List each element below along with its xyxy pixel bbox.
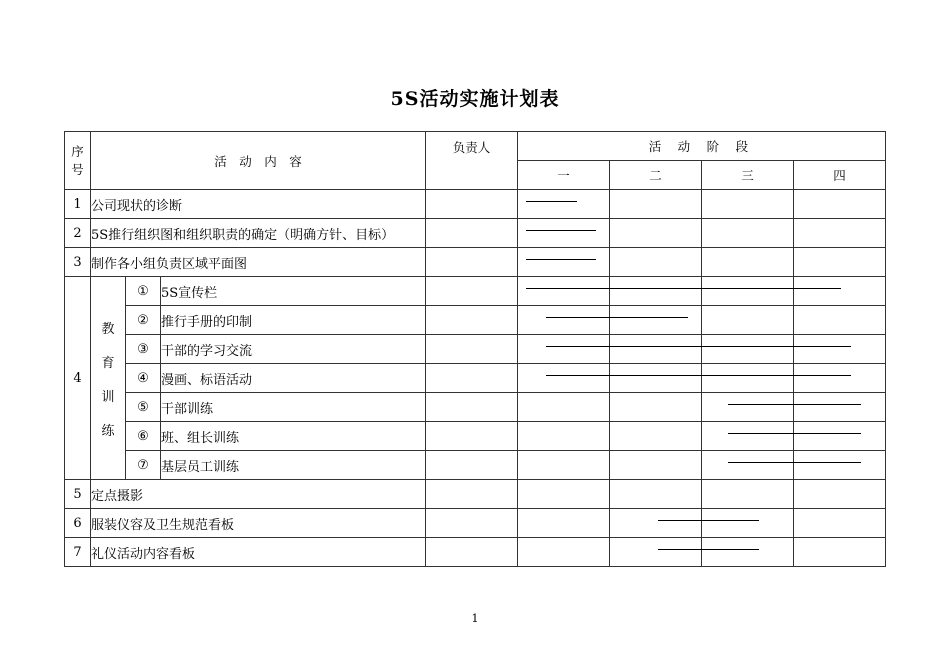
phase-cell <box>610 190 702 219</box>
sub-item-mark: ④ <box>126 364 161 393</box>
owner-cell <box>426 451 518 480</box>
page-number: 1 <box>471 612 479 625</box>
sub-item-content: 干部训练 <box>161 393 426 422</box>
phase-cell <box>794 480 886 509</box>
phase-cell <box>794 219 886 248</box>
phase-cell <box>518 451 610 480</box>
phase-cell <box>518 480 610 509</box>
owner-cell <box>426 306 518 335</box>
phase-cell <box>794 364 886 393</box>
group-label-char: 训 <box>101 389 115 405</box>
table-row <box>65 451 886 480</box>
table-row <box>65 277 886 306</box>
table-row <box>65 480 886 509</box>
phase-1: 一 <box>518 161 610 190</box>
phase-cell <box>610 538 702 567</box>
sub-item-mark: ⑦ <box>126 451 161 480</box>
phase-cell <box>518 393 610 422</box>
phase-cell <box>518 219 610 248</box>
phase-cell <box>518 277 610 306</box>
table-row <box>65 509 886 538</box>
row-no: 3 <box>65 248 91 277</box>
phase-cell <box>702 190 794 219</box>
row-no: 5 <box>65 480 91 509</box>
row-no: 4 <box>65 277 91 480</box>
phase-cell <box>794 393 886 422</box>
owner-cell <box>426 422 518 451</box>
phase-cell <box>794 509 886 538</box>
table-row <box>65 422 886 451</box>
phase-cell <box>518 248 610 277</box>
phase-cell <box>702 538 794 567</box>
owner-cell <box>426 219 518 248</box>
owner-cell <box>426 509 518 538</box>
phase-cell <box>610 219 702 248</box>
owner-cell <box>426 335 518 364</box>
phase-4: 四 <box>794 161 886 190</box>
sub-item-content: 漫画、标语活动 <box>161 364 426 393</box>
table-row <box>65 306 886 335</box>
phase-cell <box>702 422 794 451</box>
phase-cell <box>518 335 610 364</box>
sub-item-mark: ⑤ <box>126 393 161 422</box>
schedule-bar <box>526 201 577 202</box>
phase-cell <box>702 277 794 306</box>
page-title: 5S活动实施计划表 <box>390 88 560 110</box>
phase-cell <box>702 451 794 480</box>
owner-cell <box>426 248 518 277</box>
phase-cell <box>610 422 702 451</box>
phase-cell <box>610 364 702 393</box>
phase-cell <box>702 509 794 538</box>
table-row <box>65 335 886 364</box>
phase-cell <box>794 422 886 451</box>
sub-item-mark: ⑥ <box>126 422 161 451</box>
row-content: 服装仪容及卫生规范看板 <box>91 509 426 538</box>
phase-cell <box>794 335 886 364</box>
phase-cell <box>794 538 886 567</box>
sub-item-content: 推行手册的印制 <box>161 306 426 335</box>
phase-cell <box>702 306 794 335</box>
row-content: 公司现状的诊断 <box>91 190 426 219</box>
phase-cell <box>794 451 886 480</box>
row-content: 礼仪活动内容看板 <box>91 538 426 567</box>
owner-cell <box>426 364 518 393</box>
row-no: 7 <box>65 538 91 567</box>
phase-cell <box>794 277 886 306</box>
phase-cell <box>518 364 610 393</box>
row-no: 2 <box>65 219 91 248</box>
table-row <box>65 248 886 277</box>
row-content: 制作各小组负责区域平面图 <box>91 248 426 277</box>
phase-cell <box>702 393 794 422</box>
row-content: 5S推行组织图和组织职责的确定（明确方针、目标） <box>91 219 426 248</box>
group-label-text <box>91 318 125 439</box>
phase-cell <box>794 306 886 335</box>
schedule-bar <box>526 259 596 260</box>
phase-cell <box>518 306 610 335</box>
header-content: 活 动 内 容 <box>91 132 426 190</box>
owner-cell <box>426 277 518 306</box>
header-phase: 活 动 阶 段 <box>518 132 886 161</box>
phase-cell <box>518 538 610 567</box>
group-label-char: 练 <box>101 423 115 439</box>
sub-item-mark: ① <box>126 277 161 306</box>
header-no-cell <box>65 132 91 190</box>
group-label-char: 育 <box>101 355 115 371</box>
phase-cell <box>794 190 886 219</box>
row-content: 定点摄影 <box>91 480 426 509</box>
table-row <box>65 538 886 567</box>
phase-2: 二 <box>610 161 702 190</box>
phase-cell <box>702 219 794 248</box>
plan-table <box>64 131 886 567</box>
schedule-bar <box>526 230 596 231</box>
phase-cell <box>610 277 702 306</box>
owner-cell <box>426 190 518 219</box>
phase-cell <box>610 509 702 538</box>
phase-cell <box>702 364 794 393</box>
owner-cell <box>426 538 518 567</box>
table-row <box>65 219 886 248</box>
phase-cell <box>518 190 610 219</box>
phase-cell <box>794 248 886 277</box>
phase-cell <box>610 248 702 277</box>
sub-item-mark: ② <box>126 306 161 335</box>
group-label-char: 教 <box>101 321 115 337</box>
phase-cell <box>610 451 702 480</box>
table-row <box>65 190 886 219</box>
table-row <box>65 364 886 393</box>
header-no: 序号 <box>71 143 84 177</box>
sub-item-content: 5S宣传栏 <box>161 277 426 306</box>
header-row <box>65 132 886 161</box>
group-label <box>91 277 126 480</box>
owner-cell <box>426 393 518 422</box>
table-row <box>65 393 886 422</box>
header-owner: 负责人 <box>426 132 518 190</box>
owner-cell <box>426 480 518 509</box>
phase-cell <box>702 335 794 364</box>
row-no: 1 <box>65 190 91 219</box>
sub-item-mark: ③ <box>126 335 161 364</box>
phase-cell <box>702 248 794 277</box>
phase-cell <box>610 306 702 335</box>
phase-cell <box>610 393 702 422</box>
sub-item-content: 基层员工训练 <box>161 451 426 480</box>
sub-item-content: 干部的学习交流 <box>161 335 426 364</box>
phase-cell <box>518 422 610 451</box>
sub-item-content: 班、组长训练 <box>161 422 426 451</box>
phase-cell <box>610 480 702 509</box>
phase-cell <box>702 480 794 509</box>
phase-cell <box>610 335 702 364</box>
row-no: 6 <box>65 509 91 538</box>
phase-3: 三 <box>702 161 794 190</box>
phase-cell <box>518 509 610 538</box>
